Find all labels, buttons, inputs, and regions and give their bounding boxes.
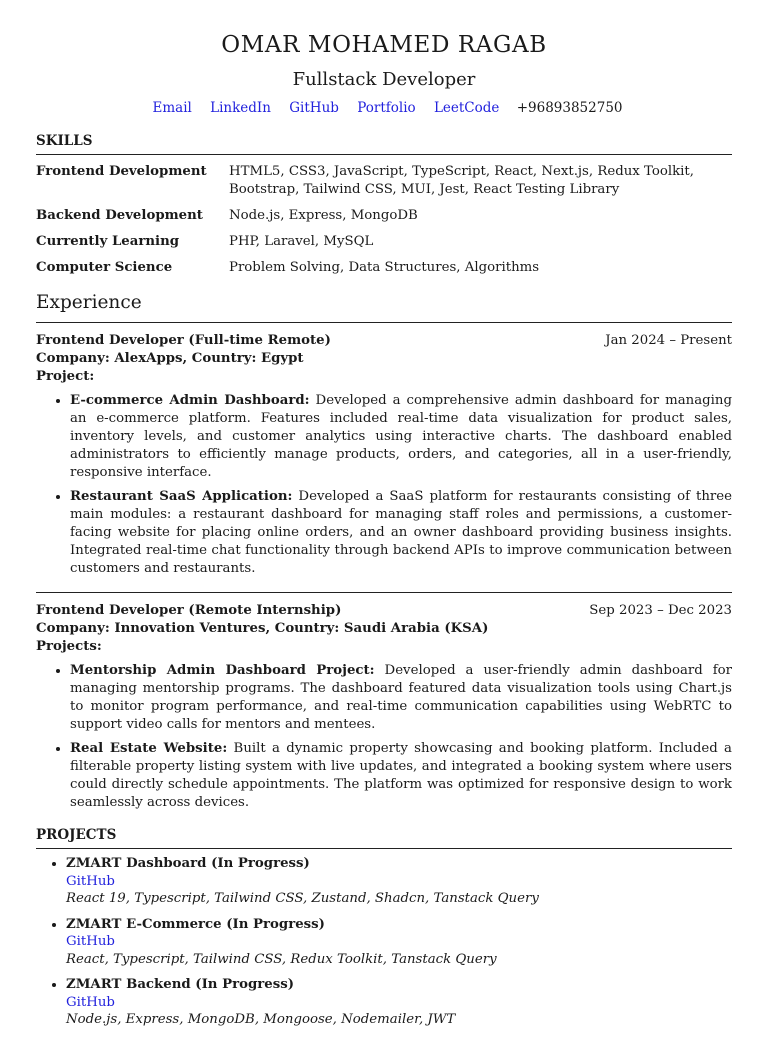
job-project-list	[36, 662, 732, 812]
job-date: Jan 2024 – Present	[605, 333, 732, 348]
project-name: Real Estate Website:	[70, 741, 228, 756]
project-description: Built a dynamic property showcasing and booking platform. Included a filterable property listing system with live updates, and integrated a booking system where users could directly schedule appointments. The platform was optimized for responsive design to work seamlessly across devices.	[70, 741, 732, 810]
job-divider	[36, 592, 732, 593]
projects-heading: PROJECTS	[36, 826, 732, 849]
list-item	[70, 740, 732, 812]
contact-links	[36, 98, 732, 118]
project-description: Developed a SaaS platform for restaurants consisting of three main modules: a restaurant dashboard for managing staff roles and permissions, a customer-facing website for placing online orders, and an owner dashboard providing business insights. Integrated real-time chat functionality through backend APIs to improve communication between customers and restaurants.	[70, 489, 732, 576]
job-company: Company: Innovation Ventures, Country: Saudi Arabia (KSA)	[36, 621, 489, 636]
project-tech-stack: React 19, Typescript, Tailwind CSS, Zustand, Shadcn, Tanstack Query	[66, 891, 539, 906]
project-github-link[interactable]: GitHub	[66, 934, 115, 949]
candidate-role: Fullstack Developer	[292, 69, 476, 90]
skill-value: Problem Solving, Data Structures, Algorithms	[229, 260, 540, 275]
list-item	[66, 855, 732, 908]
project-description: Developed a user-friendly admin dashboard for managing mentorship programs. The dashboard featured data visualization tools using Chart.js to monitor program performance, and real-time communication capabilities using WebRTC to support video calls for mentors and mentees.	[70, 663, 732, 732]
experience-heading: Experience	[36, 291, 732, 323]
skill-category: Frontend Development	[36, 164, 207, 179]
job-projects-label: Project:	[36, 369, 95, 384]
linkedin-link[interactable]: LinkedIn	[210, 100, 271, 116]
project-github-link[interactable]: GitHub	[66, 873, 115, 889]
project-title: ZMART E-Commerce (In Progress)	[66, 916, 325, 932]
skills-heading: SKILLS	[36, 132, 732, 155]
candidate-name: OMAR MOHAMED RAGAB	[221, 32, 547, 58]
projects-list	[36, 855, 732, 1029]
skill-value: PHP, Laravel, MySQL	[229, 234, 374, 249]
project-name: Restaurant SaaS Application:	[70, 489, 293, 504]
job-project-list	[36, 392, 732, 578]
skill-category: Currently Learning	[36, 234, 180, 249]
skill-value: HTML5, CSS3, JavaScript, TypeScript, React, Next.js, Redux Toolkit, Bootstrap, Tailwind CSS, MUI, Jest, React Testing Library	[229, 164, 694, 197]
skill-category: Backend Development	[36, 208, 203, 223]
job-entry	[36, 602, 732, 812]
project-tech-stack: React, Typescript, Tailwind CSS, Redux Toolkit, Tanstack Query	[66, 951, 497, 967]
project-title: ZMART Backend (In Progress)	[66, 977, 295, 992]
email-link[interactable]: Email	[152, 100, 192, 116]
project-name: E-commerce Admin Dashboard:	[70, 393, 310, 408]
job-entry	[36, 332, 732, 578]
skill-row	[36, 233, 732, 251]
job-date: Sep 2023 – Dec 2023	[589, 603, 732, 618]
job-projects-label: Projects:	[36, 639, 102, 654]
list-item	[70, 662, 732, 734]
leetcode-link[interactable]: LeetCode	[433, 100, 500, 116]
skill-row	[36, 163, 732, 199]
list-item	[70, 488, 732, 578]
github-link[interactable]: GitHub	[289, 100, 339, 116]
skills-table	[36, 163, 732, 277]
phone-number: +96893852750	[516, 100, 623, 116]
list-item	[66, 916, 732, 969]
skill-value: Node.js, Express, MongoDB	[229, 208, 418, 223]
project-name: Mentorship Admin Dashboard Project:	[70, 663, 375, 678]
list-item	[66, 976, 732, 1029]
project-title: ZMART Dashboard (In Progress)	[66, 856, 310, 871]
skill-row	[36, 207, 732, 225]
list-item	[70, 392, 732, 482]
skill-category: Computer Science	[36, 260, 173, 275]
project-description: Developed a comprehensive admin dashboard for managing an e-commerce platform. Features included real-time data visualization for product sales, inventory levels, and customer analytics using interactive charts. The dashboard enabled administrators to efficiently manage products, orders, and categories, all in a user-friendly, responsive interface.	[70, 393, 732, 480]
job-title: Frontend Developer (Remote Internship)	[36, 603, 342, 618]
project-github-link[interactable]: GitHub	[66, 994, 115, 1010]
project-tech-stack: Node.js, Express, MongoDB, Mongoose, Nodemailer, JWT	[66, 1012, 456, 1027]
job-title: Frontend Developer (Full-time Remote)	[36, 333, 331, 348]
skill-row	[36, 259, 732, 277]
resume-page	[36, 28, 732, 1037]
portfolio-link[interactable]: Portfolio	[357, 100, 416, 116]
job-company: Company: AlexApps, Country: Egypt	[36, 351, 304, 366]
